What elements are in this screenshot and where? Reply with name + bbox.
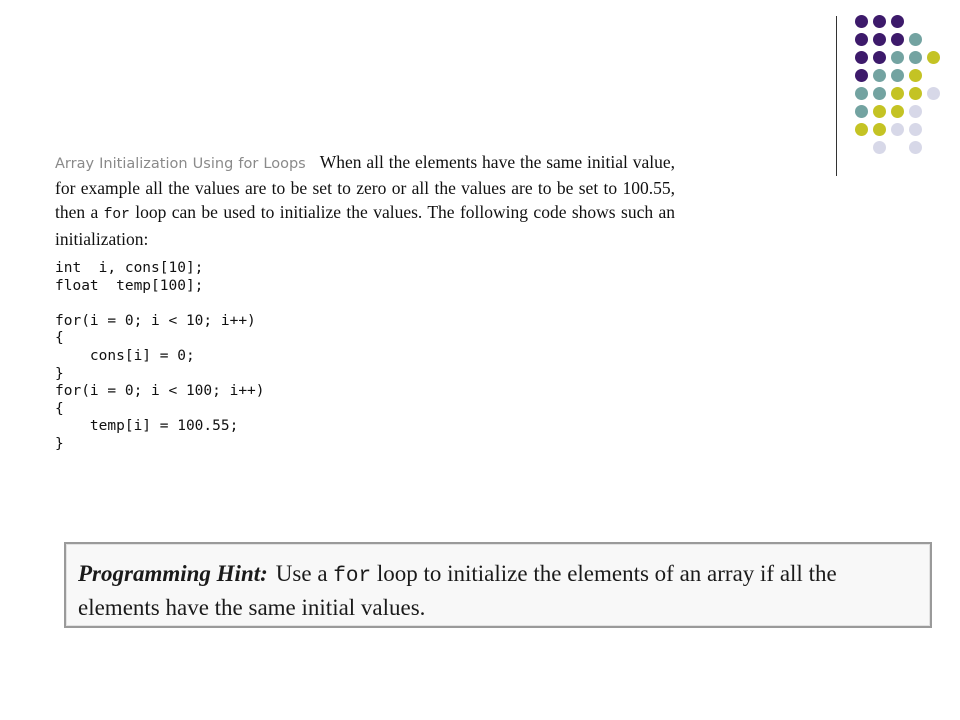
dot-icon — [873, 33, 886, 46]
code-line: { — [55, 330, 64, 347]
paragraph-intro: When all the elements have the same initial value, for example all the values are to be set to zero or all the values are to be set to 100.55, then a — [55, 152, 675, 222]
dot-icon — [855, 51, 868, 64]
dot-icon — [927, 87, 940, 100]
code-line: int i, cons[10]; — [55, 260, 204, 276]
dot-icon — [873, 51, 886, 64]
code-line: for(i = 0; i < 100; i++) — [55, 383, 265, 400]
dot-icon — [909, 141, 922, 154]
code-line: temp[i] = 100.55; — [55, 418, 239, 435]
dot-icon — [891, 105, 904, 118]
dot-icon — [891, 69, 904, 82]
section-body — [55, 150, 675, 251]
dot-icon — [891, 87, 904, 100]
code-line: } — [55, 435, 64, 452]
dot-icon — [891, 51, 904, 64]
dot-icon — [909, 51, 922, 64]
code-line: float temp[100]; — [55, 277, 204, 294]
section-paragraph — [55, 150, 675, 251]
code-block — [55, 260, 265, 454]
hint-keyword: for — [333, 565, 372, 588]
dot-icon — [873, 123, 886, 136]
dot-icon — [873, 87, 886, 100]
hint-text-before: Use a — [275, 561, 328, 586]
dot-icon — [927, 51, 940, 64]
dot-icon — [909, 105, 922, 118]
decorative-dot-grid — [850, 10, 950, 160]
dot-icon — [855, 69, 868, 82]
dot-icon — [855, 15, 868, 28]
dot-icon — [891, 15, 904, 28]
code-line: { — [55, 400, 64, 417]
divider-line — [836, 16, 837, 176]
dot-icon — [855, 87, 868, 100]
code-line: for(i = 0; i < 10; i++) — [55, 312, 256, 329]
inline-code-keyword: for — [103, 207, 130, 223]
paragraph-outro: loop can be used to initialize the values. The following code shows such an initialization: — [55, 202, 676, 249]
dot-icon — [909, 33, 922, 46]
code-line: cons[i] = 0; — [55, 347, 195, 364]
dot-icon — [855, 105, 868, 118]
dot-icon — [855, 33, 868, 46]
dot-icon — [873, 69, 886, 82]
hint-label: Programming Hint: — [78, 561, 268, 586]
dot-icon — [855, 123, 868, 136]
section-heading: Array Initialization Using for Loops — [55, 156, 306, 172]
dot-icon — [873, 15, 886, 28]
dot-icon — [909, 123, 922, 136]
dot-icon — [891, 123, 904, 136]
dot-icon — [873, 141, 886, 154]
hint-text-after: loop to initialize the elements of an array if all the elements have the same initial values. — [78, 561, 837, 620]
code-line: } — [55, 365, 64, 382]
dot-icon — [891, 33, 904, 46]
dot-icon — [873, 105, 886, 118]
dot-icon — [909, 87, 922, 100]
dot-icon — [909, 69, 922, 82]
programming-hint-box — [64, 542, 932, 628]
